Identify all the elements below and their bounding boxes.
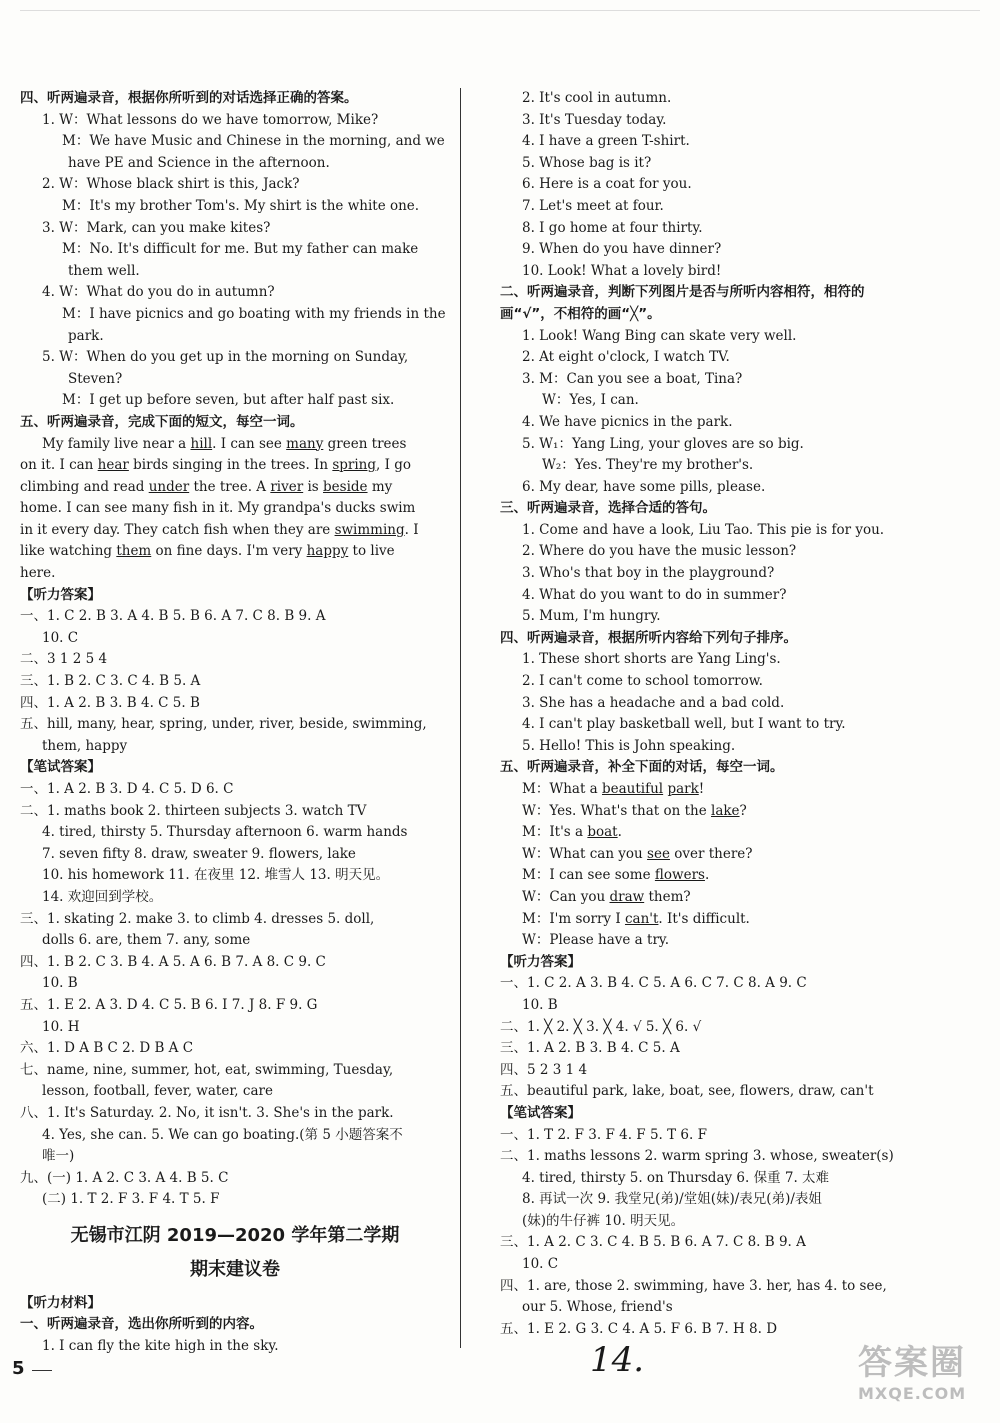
text-line: Steven? [68,370,123,387]
text-line: 唯一) [42,1148,75,1165]
text-line: 9. When do you have dinner? [522,241,722,258]
text-line: park. [68,327,104,344]
text-segment: My family live near a [42,435,191,452]
filled-blank-answer: under [148,478,190,495]
section-heading: 五、听两遍录音，完成下面的短文，每空一词。 [20,413,304,430]
filled-blank-answer: spring [332,457,377,474]
text-line: 4. Yes, she can. 5. We can go boating.(第 5 小题答案不 [42,1126,403,1143]
section-heading: 三、听两遍录音，选择合适的答句。 [500,500,716,517]
handwritten-note: 14. [590,1340,645,1380]
text-line: our 5. Whose, friend's [522,1299,673,1316]
text-line: W₂：Yes. They're my brother's. [542,457,754,474]
text-segment: them? [644,888,691,905]
text-line: 1. Come and have a look, Liu Tao. This pie is for you. [522,521,885,538]
filled-blank-answer: can't [624,910,659,927]
text-line: M：It's my brother Tom's. My shirt is the white one. [62,197,420,214]
section-heading: 【听力材料】 [20,1294,101,1311]
left-column-tail [20,1293,450,1358]
text-segment: W：What can you [522,845,648,862]
section-heading: 二、听两遍录音，判断下列图片是否与所听内容相符，相符的 [500,284,865,301]
text-line: M：I have picnics and go boating with my friends in the [62,305,446,322]
watermark [858,1335,988,1405]
text-line: 14. 欢迎回到学校。 [42,888,163,905]
text-line: 3. It's Tuesday today. [522,111,667,128]
section-heading: 一、听两遍录音，选出你所听到的内容。 [20,1316,263,1333]
text-line: 2. At eight o'clock, I watch TV. [522,349,730,366]
text-line [500,822,895,844]
text-line: 三、1. A 2. C 3. C 4. B 5. B 6. A 7. C 8. B 9. A [500,1234,806,1251]
column-divider [460,88,461,1348]
text-line: 4. I have a green T-shirt. [522,133,690,150]
text-line: 10. C [42,629,79,646]
text-line [500,865,895,887]
text-line: 1. W：What lessons do we have tomorrow, Mike? [42,111,379,128]
section-heading: 画“√”，不相符的画“╳”。 [500,305,661,322]
text-line: 2. W：Whose black shirt is this, Jack? [42,176,300,193]
text-segment: M：I can see some [522,867,655,884]
text-segment: on it. I can [20,457,98,474]
text-line: 10. Look! What a lovely bird! [522,262,722,279]
text-segment: M：It's a [522,824,588,841]
text-line: 九、(一) 1. A 2. C 3. A 4. B 5. C [20,1169,229,1186]
text-segment: home. I can see many fish in it. My grandpa's ducks swim [20,500,416,517]
text-line: 1. I can fly the kite high in the sky. [42,1338,279,1355]
text-segment: climbing and read [20,478,149,495]
text-segment: ? [739,802,747,819]
text-line: 二、3 1 2 5 4 [20,651,108,668]
text-line: 5. Whose bag is it? [522,154,652,171]
text-line: 4. W：What do you do in autumn? [42,284,275,301]
text-line: 一、1. A 2. B 3. D 4. C 5. D 6. C [20,781,234,797]
left-column-lines [20,88,450,1211]
text-segment: M：I'm sorry I [522,910,625,927]
text-line: dolls 6. are, them 7. any, some [42,932,251,949]
filled-blank-answer: lake [711,802,740,819]
text-line: (二) 1. T 2. F 3. F 4. T 5. F [42,1191,220,1208]
text-segment: my [367,478,393,495]
text-line: 4. tired, thirsty 5. Thursday afternoon 6. warm hands [42,824,408,841]
text-line: 六、1. D A B C 2. D B A C [20,1040,194,1057]
text-line: 二、1. maths book 2. thirteen subjects 3. watch TV [20,802,367,819]
filled-blank-answer: happy [306,543,349,560]
text-line: (妹)的牛仔裤 10. 明天见。 [522,1212,685,1229]
text-line: 五、beautiful park, lake, boat, see, flowers, draw, can't [500,1083,874,1100]
text-line [500,801,895,823]
text-line [20,477,450,499]
text-segment: . I can see [212,435,287,452]
text-line: 一、1. C 2. B 3. A 4. B 5. B 6. A 7. C 8. B 9. A [20,608,326,625]
section-heading: 四、听两遍录音，根据所听内容给下列句子排序。 [500,629,797,646]
text-line [20,541,450,563]
text-segment: birds singing in the trees. In [128,457,333,474]
text-line: 一、1. C 2. A 3. B 4. C 5. A 6. C 7. C 8. A 9. C [500,975,807,992]
exam-title-block [20,1211,450,1293]
filled-blank-answer: see [647,845,670,862]
text-line: here. [20,565,56,582]
text-line [500,844,895,866]
text-segment: W：Can you [522,888,610,905]
filled-blank-answer: swimming [334,521,405,538]
text-line [500,909,895,931]
text-segment: . [704,867,710,884]
filled-blank-answer: beside [323,478,368,495]
text-segment: . It's difficult. [658,910,750,927]
text-line: 5. Hello! This is John speaking. [522,737,736,754]
right-column [500,88,895,1340]
text-line: 7. seven fifty 8. draw, sweater 9. flowers, lake [42,845,356,862]
text-line: 四、5 2 3 1 4 [500,1061,588,1078]
filled-blank-answer: flowers [654,867,705,884]
text-line: 3. M：Can you see a boat, Tina? [522,370,743,387]
text-segment: ! [698,781,705,797]
text-segment: green trees [323,435,407,452]
text-line: 5. W：When do you get up in the morning on Sunday, [42,349,409,366]
text-line: 3. She has a headache and a bad cold. [522,694,785,711]
watermark-logo: 答案圈 [858,1343,966,1383]
text-line: 4. tired, thirsty 5. on Thursday 6. 保重 7. 太难 [522,1169,830,1186]
text-line [20,434,450,456]
text-line: 四、1. A 2. B 3. B 4. C 5. B [20,694,200,711]
text-line: 10. his homework 11. 在夜里 12. 堆雪人 13. 明天见。 [42,867,390,884]
text-line: 五、hill, many, hear, spring, under, river, beside, swimming, [20,716,427,733]
text-segment: . [617,824,622,841]
text-line: 2. I can't come to school tomorrow. [522,673,763,690]
text-line: 6. My dear, have some pills, please. [522,478,766,495]
text-line [500,887,895,909]
text-segment: M：What a [522,781,602,797]
text-line: 10. B [522,996,558,1013]
section-heading: 【笔试答案】 [500,1104,581,1121]
filled-blank-answer: river [270,478,304,495]
text-line: 3. W：Mark, can you make kites? [42,219,271,236]
text-line: 二、1. maths lessons 2. warm spring 3. whose, sweater(s) [500,1148,894,1165]
filled-blank-answer: many [286,435,324,452]
text-segment: is [303,478,324,495]
exam-title-line2: 期末建议卷 [190,1258,280,1280]
text-line: 三、1. B 2. C 3. C 4. B 5. A [20,673,201,690]
page-number: 5 [12,1358,25,1379]
text-line: 4. What do you want to do in summer? [522,586,787,603]
text-line: them well. [68,262,140,279]
filled-blank-answer: hill [190,435,213,452]
text-line [20,455,450,477]
top-rule [20,10,980,11]
text-line: W：Yes, I can. [542,392,639,409]
section-heading: 四、听两遍录音，根据你所听到的对话选择正确的答案。 [20,90,358,106]
text-line: them, happy [42,737,128,754]
section-heading: 【听力答案】 [20,586,101,603]
text-line: 1. These short shorts are Yang Ling's. [522,651,781,668]
filled-blank-answer: beautiful [602,781,664,797]
text-line [20,498,450,520]
text-segment: , I go [376,457,412,474]
exam-title-line1: 无锡市江阴 2019—2020 学年第二学期 [70,1224,400,1246]
watermark-url: MXQE.COM [858,1384,967,1403]
filled-blank-answer: draw [609,888,645,905]
filled-blank-answer: park [667,781,699,797]
text-line: 二、1. ╳ 2. ╳ 3. ╳ 4. √ 5. ╳ 6. √ [500,1018,702,1035]
text-line: 2. It's cool in autumn. [522,90,672,106]
text-segment: W：Yes. What's that on the [522,802,711,819]
text-line: 五、1. E 2. A 3. D 4. C 5. B 6. I 7. J 8. F 9. G [20,996,318,1013]
text-segment: the tree. A [189,478,271,495]
text-segment: to live [348,543,395,560]
text-line: 8. I go home at four thirty. [522,219,703,236]
filled-blank-answer: them [116,543,152,560]
text-line: 2. Where do you have the music lesson? [522,543,797,560]
filled-blank-answer: hear [97,457,129,474]
text-line: 8. 再试一次 9. 我堂兄(弟)/堂姐(妹)/表兄(弟)/表姐 [522,1191,822,1208]
text-line: 10. H [42,1018,80,1035]
text-line: 5. W₁：Yang Ling, your gloves are so big. [522,435,804,452]
text-line: 一、1. T 2. F 3. F 4. F 5. T 6. F [500,1126,707,1143]
text-segment: like watching [20,543,117,560]
text-line: 4. I can't play basketball well, but I want to try. [522,716,846,733]
text-line: 1. Look! Wang Bing can skate very well. [522,327,797,344]
text-segment: in it every day. They catch fish when they are [20,521,335,538]
page-number-dash [32,1370,52,1371]
text-line: 三、1. A 2. B 3. B 4. C 5. A [500,1040,680,1057]
text-line: 五、1. E 2. G 3. C 4. A 5. F 6. B 7. H 8. D [500,1320,778,1337]
text-line [500,779,895,801]
text-line: 4. We have picnics in the park. [522,413,733,430]
text-line: 3. Who's that boy in the playground? [522,565,775,582]
text-segment: on fine days. I'm very [151,543,307,560]
text-line: 10. B [42,975,78,992]
text-line: 7. Let's meet at four. [522,197,664,214]
text-line: W：Please have a try. [522,932,670,949]
text-segment: . I [404,521,419,538]
text-line: M：We have Music and Chinese in the morning, and we [62,133,445,150]
text-line: 四、1. B 2. C 3. B 4. A 5. A 6. B 7. A 8. C 9. C [20,953,326,970]
text-line: 三、1. skating 2. make 3. to climb 4. dresses 5. doll, [20,910,375,927]
section-heading: 【听力答案】 [500,953,581,970]
text-line: M：I get up before seven, but after half past six. [62,392,395,409]
text-line: 七、name, nine, summer, hot, eat, swimming, Tuesday, [20,1061,394,1078]
text-line: lesson, football, fever, water, care [42,1083,273,1100]
text-line: have PE and Science in the afternoon. [68,154,330,171]
section-heading: 五、听两遍录音，补全下面的对话，每空一词。 [500,759,784,776]
right-column-lines [500,88,895,1340]
filled-blank-answer: boat [587,824,618,841]
text-segment: over there? [669,845,753,862]
section-heading: 【笔试答案】 [20,759,101,776]
text-line: 10. C [522,1256,559,1273]
text-line [20,520,450,542]
text-line: 八、1. It's Saturday. 2. No, it isn't. 3. She's in the park. [20,1104,394,1121]
text-line: M：No. It's difficult for me. But my father can make [62,241,419,258]
text-line: 5. Mum, I'm hungry. [522,608,661,625]
text-line: 四、1. are, those 2. swimming, have 3. her, has 4. to see, [500,1277,887,1294]
text-line: 6. Here is a coat for you. [522,176,692,193]
left-column [20,88,450,1358]
